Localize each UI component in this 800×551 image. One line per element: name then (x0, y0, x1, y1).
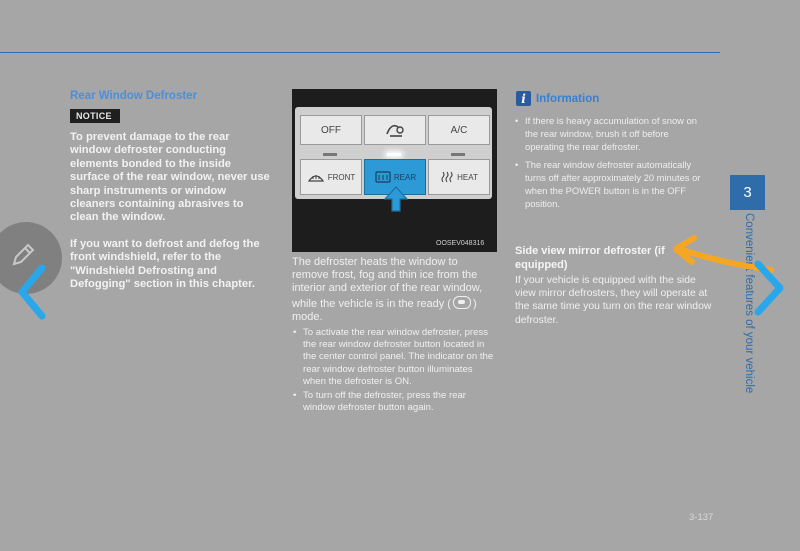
intro-text: The defroster heats the window to remove frost, fog and thin ice from the interior and exterior of the rear window, while the vehicle is in the ready ( (292, 256, 483, 310)
list-item: • To activate the rear window defroster, press the rear window defroster button located in the center control panel. The indicator on the rear window defroster button illuminates when the defroster is ON. (292, 327, 496, 388)
chapter-label: Convenient features of your vehicle (743, 213, 755, 394)
front-label: FRONT (327, 172, 356, 182)
side-mirror-title: Side view mirror defroster (if equipped) (515, 245, 665, 271)
list-item: • To turn off the defroster, press the rear window defroster button again. (292, 390, 496, 414)
rear-label: REAR (393, 172, 417, 182)
heat-icon (440, 171, 454, 183)
center-column (292, 256, 496, 416)
section-title: Rear Window Defroster (70, 90, 198, 102)
header-rule (0, 52, 720, 53)
information-header (516, 91, 599, 106)
heat-label: HEAT (457, 172, 478, 182)
information-list (514, 114, 704, 214)
image-code: OOSEV048316 (436, 240, 485, 247)
front-indicator (323, 153, 337, 156)
defroster-panel-image (292, 89, 497, 252)
intro-paragraph (292, 256, 496, 324)
rear-indicator (387, 153, 401, 156)
notice-paragraph: To prevent damage to the rear window defroster conducting elements bonded to the inside surface of the rear window, never use sharp instruments or window cleaners containing abrasives to clean the window. (70, 131, 270, 224)
defroster-bullets (292, 327, 496, 414)
heat-button (428, 159, 490, 195)
notice-badge: NOTICE (70, 109, 120, 123)
ac-button: A/C (428, 115, 490, 145)
chevron-right-icon[interactable] (750, 258, 790, 318)
side-mirror-body: If your vehicle is equipped with the side view mirror defrosters, they will operate at the same time you turn on the rear window defroster. (515, 275, 712, 326)
ready-mode-icon (453, 296, 471, 309)
front-defrost-button (300, 159, 362, 195)
chevron-left-icon[interactable] (14, 262, 48, 322)
information-title: Information (536, 92, 600, 105)
notice-body (70, 131, 270, 304)
intro-text-end: ) mode. (292, 297, 477, 323)
chapter-number: 3 (730, 175, 765, 210)
page-number: 3-137 (689, 512, 714, 523)
off-button: OFF (300, 115, 362, 145)
list-item: • The rear window defroster automatically turns off after approximately 20 minutes or when the POWER button is in the OFF position. (514, 158, 704, 211)
heat-indicator (451, 153, 465, 156)
fan-icon (384, 122, 406, 138)
notice-paragraph: If you want to defrost and defog the front windshield, refer to the "Windshield Defrosting and Defogging" section in this chapter. (70, 237, 260, 291)
fan-button (364, 115, 426, 145)
info-icon: i (516, 91, 531, 106)
list-item: • If there is heavy accumulation of snow on the rear window, brush it off before operating the rear defroster. (514, 114, 704, 154)
rear-defrost-icon (374, 171, 392, 183)
press-arrow-icon (382, 185, 410, 213)
front-defrost-icon (307, 171, 325, 183)
